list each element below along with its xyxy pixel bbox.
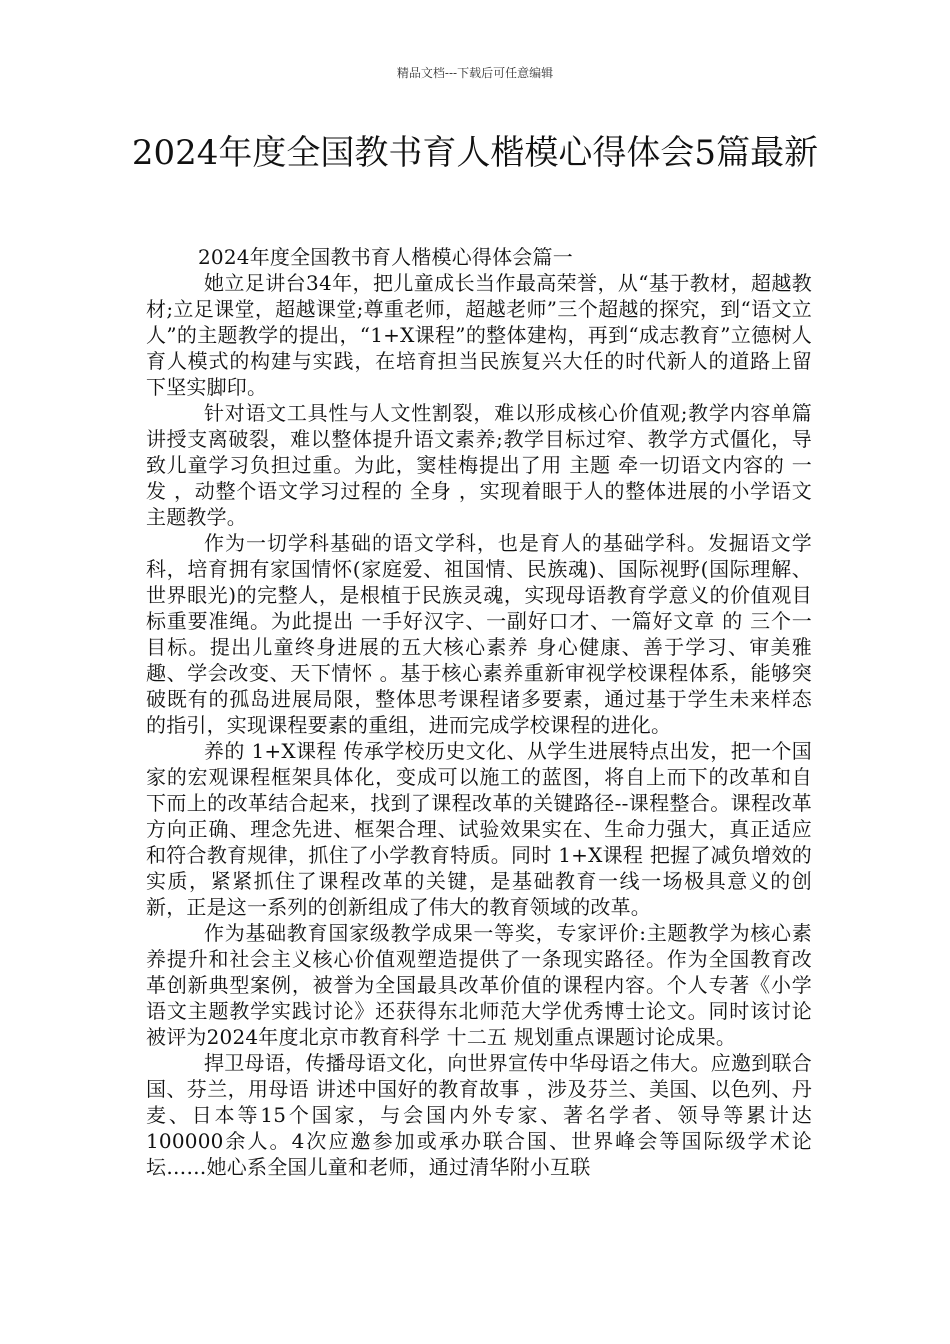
paragraph: 她立足讲台34年，把儿童成长当作最高荣誉，从“基于教材，超越教材;立足课堂，超越课堂;尊重老师，超越老师”三个超越的探究，到“语文立人”的主题教学的提出，“1+X课程”的整体建构，再到“成志教育”立德树人育人模式的构建与实践，在培育担当民族复兴大任的时代新人的道路上留下坚实脚印。 bbox=[146, 271, 812, 399]
document-title: 2024年度全国教书育人楷模心得体会5篇最新 bbox=[131, 133, 819, 173]
section-title: 2024年度全国教书育人楷模心得体会篇一 bbox=[198, 245, 573, 269]
header-note: 精品文档---下载后可任意编辑 bbox=[396, 66, 554, 80]
paragraph: 养的 1+X课程 传承学校历史文化、从学生进展特点出发，把一个国家的宏观课程框架具体化，变成可以施工的蓝图，将自上而下的改革和自下而上的改革结合起来，找到了课程改革的关键路径--课程整合。课程改革方向正确、理念先进、框架合理、试验效果实在、生命力强大，真正适应和符合教育规律，抓住了小学教育特质。同时 1+X课程 把握了减负增效的实质，紧紧抓住了课程改革的关键，是基础教育一线一场极具意义的创新，正是这一系列的创新组成了伟大的教育领域的改革。 bbox=[146, 739, 812, 919]
paragraph: 作为一切学科基础的语文学科，也是育人的基础学科。发掘语文学科，培育拥有家国情怀(家庭爱、祖国情、民族魂)、国际视野(国际理解、世界眼光)的完整人，是根植于民族灵魂，实现母语教育学意义的价值观目标重要准绳。为此提出 一手好汉字、一副好口才、一篇好文章 的 三个一 目标。提出儿童终身进展的五大核心素养 身心健康、善于学习、审美雅趣、学会改变、天下情怀 。基于核心素养重新审视学校课程体系，能够突破既有的孤岛进展局限，整体思考课程诸多要素，通过基于学生未来样态的指引，实现课程要素的重组，进而完成学校课程的进化。 bbox=[146, 531, 812, 737]
paragraph: 捍卫母语，传播母语文化，向世界宣传中华母语之伟大。应邀到联合国、芬兰，用母语 讲述中国好的教育故事 ，涉及芬兰、美国、以色列、丹麦、日本等15个国家，与会国内外专家、著名学者、领导等累计达100000余人。4次应邀参加或承办联合国、世界峰会等国际级学术论坛……她心系全国儿童和老师，通过清华附小互联 bbox=[146, 1051, 812, 1179]
paragraph: 针对语文工具性与人文性割裂，难以形成核心价值观;教学内容单篇讲授支离破裂，难以整体提升语文素养;教学目标过窄、教学方式僵化，导致儿童学习负担过重。为此，窦桂梅提出了用 主题 牵一切语文内容的 一发 ，动整个语文学习过程的 全身 ，实现着眼于人的整体进展的小学语文主题教学。 bbox=[146, 401, 812, 529]
document-body bbox=[146, 244, 812, 1180]
paragraph: 作为基础教育国家级教学成果一等奖，专家评价:主题教学为核心素养提升和社会主义核心价值观塑造提供了一条现实路径。作为全国教育改革创新典型案例，被誉为全国最具改革价值的课程内容。个人专著《小学语文主题教学实践讨论》还获得东北师范大学优秀博士论文。同时该讨论被评为2024年度北京市教育科学 十二五 规划重点课题讨论成果。 bbox=[146, 921, 812, 1049]
